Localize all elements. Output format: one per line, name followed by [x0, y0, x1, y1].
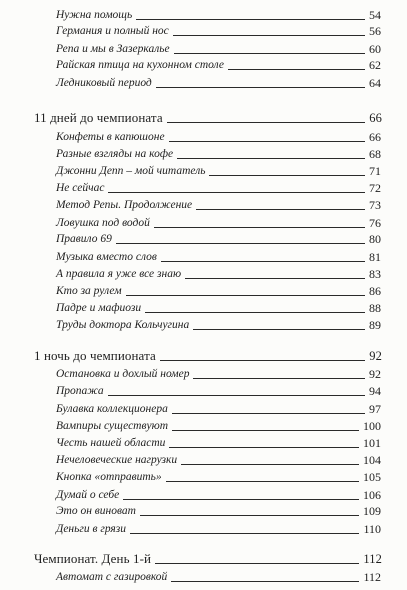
toc-title: Нужна помощь [56, 8, 133, 21]
leader-line [196, 208, 365, 210]
toc-title: Разные взгляды на кофе [56, 147, 174, 160]
leader-line [155, 562, 359, 564]
toc-entry [56, 40, 381, 55]
toc-title: Чемпионат. День 1-й [34, 551, 152, 566]
leader-line [172, 429, 359, 431]
toc-entry [56, 145, 381, 160]
leader-line [145, 311, 365, 313]
toc-page-number: 64 [369, 76, 381, 90]
leader-line [228, 68, 365, 70]
leader-line [156, 86, 365, 88]
toc-page-number: 100 [363, 419, 381, 433]
toc-title: Ловушка под водой [56, 216, 150, 229]
leader-line [126, 294, 365, 296]
toc-entry [56, 230, 381, 245]
leader-line [172, 412, 365, 414]
leader-line [108, 394, 365, 396]
toc-entry [56, 214, 381, 229]
toc-title: Репа и мы в Зазеркалье [56, 42, 170, 55]
toc-page-number: 104 [363, 453, 381, 467]
toc-entry [56, 417, 381, 432]
toc-page-number: 81 [369, 250, 381, 264]
toc-page-number: 106 [363, 488, 381, 502]
toc-entry [56, 6, 381, 21]
leader-line [193, 377, 365, 379]
toc-title: Падре и мафиози [56, 301, 142, 314]
leader-line [160, 359, 365, 361]
toc-page-number: 71 [369, 164, 381, 178]
toc-entry [56, 299, 381, 314]
toc-title: Булавка коллекционера [56, 402, 168, 415]
leader-line [130, 532, 359, 534]
toc-title: Ледниковый период [56, 76, 152, 89]
toc-entry [56, 56, 381, 71]
toc-page-number: 54 [369, 8, 381, 22]
leader-line [181, 463, 359, 465]
toc-page-number: 66 [369, 110, 382, 125]
leader-line [140, 514, 359, 516]
toc-page-number: 110 [363, 522, 381, 536]
leader-line [136, 18, 365, 20]
toc-page-number: 56 [369, 24, 381, 38]
toc-title: Труды доктора Кольчугина [56, 318, 190, 331]
toc-title: 1 ночь до чемпионата [34, 348, 156, 363]
toc-title: Кто за рулем [56, 284, 122, 297]
toc-page-number: 112 [363, 570, 381, 584]
leader-line [108, 191, 365, 193]
toc-title: Кнопка «отправить» [56, 470, 162, 483]
leader-line [166, 480, 359, 482]
toc-page-number: 72 [369, 181, 381, 195]
toc-page-number: 68 [369, 147, 381, 161]
toc-page-number: 86 [369, 284, 381, 298]
leader-line [173, 34, 365, 36]
toc-title: Пропажа [56, 384, 104, 397]
leader-line [116, 242, 365, 244]
toc-page-number: 76 [369, 216, 381, 230]
toc-title: Вампиры существуют [56, 419, 168, 432]
toc-entry [56, 502, 381, 517]
toc-page-number: 101 [363, 436, 381, 450]
toc-page-number: 92 [369, 348, 382, 363]
toc-entry [56, 568, 381, 583]
leader-line [185, 277, 365, 279]
toc-page-number: 92 [369, 367, 381, 381]
toc-title: Это он виноват [56, 504, 136, 517]
toc-title: Думай о себе [56, 488, 120, 501]
toc-title: Правило 69 [56, 232, 112, 245]
toc-title: Джонни Депп – мой читатель [56, 164, 206, 177]
toc-entry [56, 434, 381, 449]
toc-page-number: 88 [369, 301, 381, 315]
toc-title: Музыка вместо слов [56, 250, 157, 263]
toc-page-number: 94 [369, 384, 381, 398]
toc-entry [56, 265, 381, 280]
toc-entry [56, 382, 381, 397]
leader-line [209, 174, 365, 176]
leader-line [161, 260, 365, 262]
leader-line [169, 446, 359, 448]
leader-line [171, 580, 359, 582]
toc-entry [56, 22, 381, 37]
toc-title: Остановка и дохлый номер [56, 367, 190, 380]
toc-title: Не сейчас [56, 181, 105, 194]
leader-line [177, 157, 365, 159]
toc-page-number: 105 [363, 470, 381, 484]
toc-entry [56, 248, 381, 263]
toc-title: Райская птица на кухонном столе [56, 58, 225, 71]
toc-entry [56, 468, 381, 483]
toc-entry [56, 451, 381, 466]
toc-entry [56, 196, 381, 211]
leader-line [174, 52, 365, 54]
toc-entry [56, 520, 381, 535]
toc-section [34, 548, 382, 565]
toc-entry [56, 400, 381, 415]
toc-title: Метод Репы. Продолжение [56, 198, 193, 211]
toc-title: Автомат с газировкой [56, 570, 168, 583]
leader-line [167, 121, 366, 123]
toc-entry [56, 179, 381, 194]
toc-section [34, 345, 382, 362]
leader-line [123, 498, 359, 500]
toc-page-number: 112 [363, 551, 382, 566]
toc-entry [56, 486, 381, 501]
toc-entry [56, 365, 381, 380]
toc-page-number: 60 [369, 42, 381, 56]
toc-page-number: 80 [369, 232, 381, 246]
toc-page-number: 97 [369, 402, 381, 416]
leader-line [154, 226, 365, 228]
toc-entry [56, 128, 381, 143]
toc-entry [56, 162, 381, 177]
toc-page-number: 109 [363, 504, 381, 518]
toc-page-number: 62 [369, 58, 381, 72]
toc-title: Германия и полный нос [56, 24, 169, 37]
toc-title: Деньги в грязи [56, 522, 127, 535]
toc-entry [56, 282, 381, 297]
toc-entry [56, 316, 381, 331]
toc-title: А правила я уже все знаю [56, 267, 182, 280]
toc-page-number: 89 [369, 318, 381, 332]
toc-title: 11 дней до чемпионата [34, 110, 163, 125]
toc-section [34, 107, 382, 124]
leader-line [193, 328, 365, 330]
toc-title: Честь нашей области [56, 436, 166, 449]
toc-title: Нечеловеческие нагрузки [56, 453, 178, 466]
toc-entry [56, 74, 381, 89]
leader-line [169, 140, 365, 142]
toc-page-number: 83 [369, 267, 381, 281]
toc-page-number: 66 [369, 130, 381, 144]
toc-page-number: 73 [369, 198, 381, 212]
toc-title: Конфеты в капюшоне [56, 130, 165, 143]
